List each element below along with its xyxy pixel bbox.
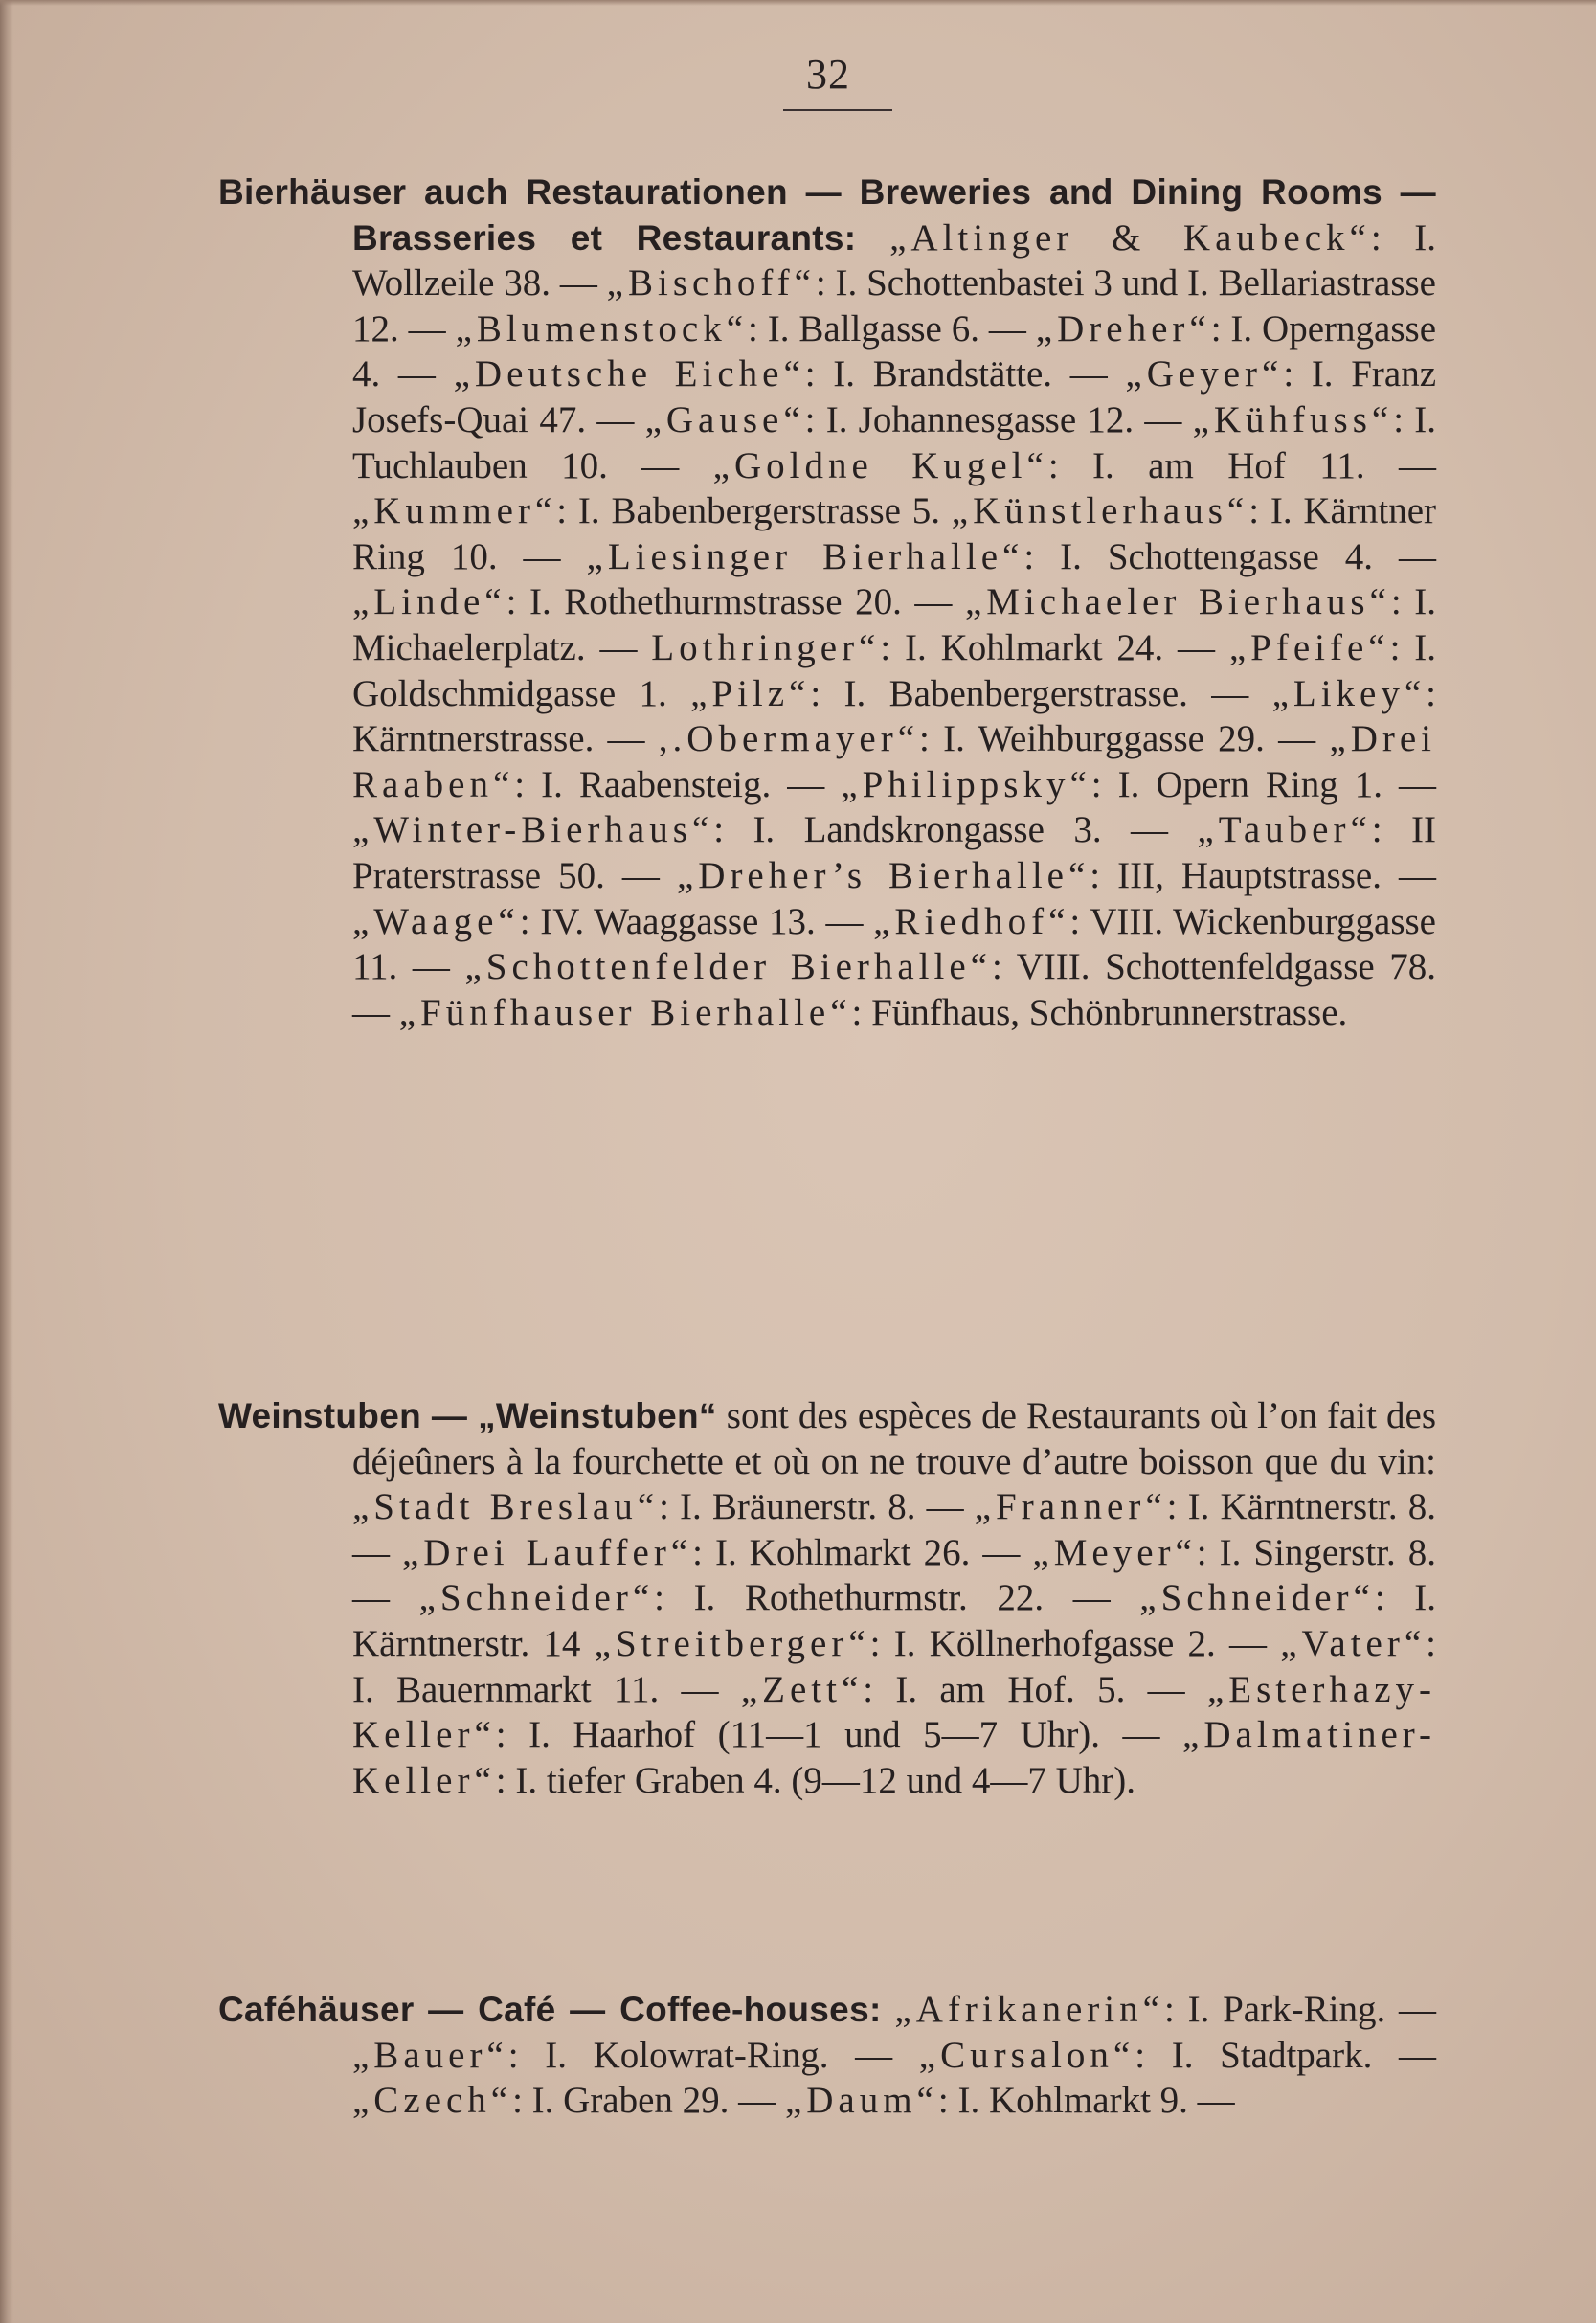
establishment-name: „Vater“ — [1280, 1622, 1427, 1664]
establishment-address: : I. Goldschmidgasse 1. — [352, 626, 1436, 714]
establishment-name: ,.Obermayer“ — [658, 718, 920, 760]
establishment-name: „Drei Lauffer“ — [402, 1531, 693, 1573]
establishment-address: : I. Graben 29. — — [512, 2080, 785, 2122]
establishment-address: : I. Weihburggasse 29. — — [919, 718, 1330, 760]
establishment-name: „Fünfhauser Bierhalle“ — [398, 991, 852, 1033]
establishment-name: „Linde“ — [352, 581, 506, 623]
establishment-address: : I. Johannesgasse 12. — — [804, 398, 1193, 440]
section-weinstuben — [218, 1393, 1436, 1803]
establishment-address: : I. Opern Ring 1. — — [1090, 763, 1436, 805]
establishment-address: : III, Hauptstrasse. — — [1090, 854, 1436, 896]
establishment-address: : I. Tuchlauben 10. — — [352, 398, 1436, 486]
page-top-edge — [0, 0, 1596, 6]
establishment-name: „Schneider“ — [1139, 1577, 1375, 1619]
establishment-address: : I. Bräunerstr. 8. — — [659, 1486, 975, 1528]
section-heading: Weinstuben — „Weinstuben“ — [218, 1396, 717, 1435]
establishment-address: : I. Schottenbastei 3 und I. Bellariastrasse 12. — — [352, 262, 1436, 350]
establishment-name: „Geyer“ — [1125, 353, 1284, 395]
establishment-address: : I. Babenbergerstrasse 5. — [556, 490, 952, 532]
section-heading: Bierhäuser auch Restaurationen — Breweries and Dining Rooms — Brasseries et Restaurants: — [218, 172, 1436, 258]
establishment-name: „Künstlerhaus“ — [951, 490, 1249, 532]
establishment-name: „Schottenfelder Bierhalle“ — [464, 946, 992, 988]
establishment-name: „Philippsky“ — [841, 763, 1091, 805]
establishment-address: : I. tiefer Graben 4. (9—12 und 4—7 Uhr). — [495, 1759, 1136, 1801]
establishment-address: : I. Operngasse 4. — — [352, 307, 1436, 395]
establishment-address: : I. Kohlmarkt 26. — — [692, 1531, 1033, 1573]
establishment-name: „Meyer“ — [1032, 1531, 1197, 1573]
establishment-name: „Kühfuss“ — [1192, 398, 1394, 440]
page-number: 32 — [806, 51, 850, 98]
establishment-name: „Altinger & Kaubeck“ — [889, 216, 1371, 259]
establishment-address: : I. Rothethurmstrasse 20. — — [506, 581, 965, 623]
establishment-address: : II Praterstrasse 50. — — [352, 809, 1436, 896]
establishment-name: „Bischoff“ — [606, 262, 816, 304]
establishment-address: : I. Brandstätte. — — [804, 353, 1126, 395]
establishment-address: : I. Kohlmarkt 9. — — [937, 2080, 1235, 2122]
establishment-name: „Zett“ — [740, 1668, 864, 1710]
establishment-name: „Waage“ — [352, 900, 520, 942]
establishment-name: „Bauer“ — [352, 2034, 508, 2076]
establishment-name: Lothringer“ — [651, 626, 881, 668]
establishment-name: „Daum“ — [784, 2080, 938, 2122]
section-intro: sont des espèces de Restaurants où l’on fait des déjeûners à la fourchette et où on ne trouve d’autre boisson que du vin: — [352, 1395, 1437, 1482]
establishment-address: : I. Bauernmarkt 11. — — [352, 1622, 1436, 1710]
establishment-address: : I. Franz Josefs-Quai 47. — — [352, 353, 1437, 440]
establishment-address: : I. am Hof. 5. — — [863, 1668, 1207, 1710]
section-bierhaeuser — [218, 169, 1436, 1035]
establishment-address: : I. Park-Ring. — — [1163, 1989, 1436, 2030]
establishment-address: : I. Landskrongasse 3. — — [713, 809, 1198, 851]
establishment-address: : I. Rothethurmstr. 22. — — [654, 1577, 1140, 1619]
establishment-name: „Dalmatiner-Keller“ — [352, 1714, 1436, 1801]
establishment-name: „Pilz“ — [690, 672, 811, 714]
establishment-address: : I. Kärntnerstr. 14 — [352, 1577, 1436, 1664]
establishment-name: „Esterhazy-Keller“ — [352, 1668, 1436, 1756]
establishment-address: : VIII. Schottenfeldgasse 78. — — [352, 946, 1436, 1033]
establishment-name: „Kummer“ — [352, 490, 557, 532]
establishment-address: : I. Schottengasse 4. — — [1023, 535, 1436, 577]
establishment-address: : I. Singerstr. 8. — — [352, 1531, 1437, 1619]
establishment-name: „Liesinger Bierhalle“ — [586, 535, 1024, 577]
establishment-address: : I. Kohlmarkt 24. — — [880, 626, 1229, 668]
establishment-name: „Afrikanerin“ — [894, 1989, 1164, 2030]
establishment-name: „Streitberger“ — [594, 1622, 870, 1664]
establishment-name: „Pfeife“ — [1228, 626, 1390, 668]
establishment-name: „Schneider“ — [418, 1577, 655, 1619]
establishment-address: : IV. Waaggasse 13. — — [519, 900, 874, 942]
establishment-name: „Blumenstock“ — [455, 307, 748, 350]
establishment-address: : VIII. Wickenburggasse 11. — — [352, 900, 1436, 988]
establishment-name: „Czech“ — [352, 2080, 513, 2122]
establishment-address: : I. Michaelerplatz. — — [352, 581, 1436, 668]
establishment-address: : I. am Hof 11. — — [1047, 444, 1436, 486]
establishment-name: „Riedhof“ — [873, 900, 1070, 942]
establishment-address: : I. Kolowrat-Ring. — — [507, 2034, 919, 2076]
establishment-name: „Drei Raaben“ — [352, 718, 1436, 805]
establishment-address: : I. Wollzeile 38. — — [352, 216, 1436, 304]
establishment-name: „Deutsche Eiche“ — [453, 353, 805, 395]
establishment-address: : Fünfhaus, Schönbrunnerstrasse. — [851, 991, 1348, 1033]
establishment-address: : I. Babenbergerstrasse. — — [810, 672, 1272, 714]
page-number-rule — [783, 109, 892, 111]
section-cafehaeuser — [218, 1987, 1436, 2124]
establishment-name: „Goldne Kugel“ — [712, 444, 1048, 486]
establishment-name: „Tauber“ — [1197, 809, 1372, 851]
section-heading: Caféhäuser — Café — Coffee-houses: — [218, 1990, 882, 2029]
establishment-address: : I. Kärntner Ring 10. — — [352, 490, 1436, 577]
establishment-name: „Cursalon“ — [918, 2034, 1135, 2076]
establishment-name: „Franner“ — [974, 1486, 1167, 1528]
establishment-name: „Likey“ — [1271, 672, 1427, 714]
establishment-address: : I. Kärntnerstr. 8. — — [352, 1486, 1437, 1573]
page-binding-edge — [0, 0, 13, 2323]
establishment-name: „Dreher“ — [1035, 307, 1211, 350]
establishment-name: „Michaeler Bierhaus“ — [964, 581, 1391, 623]
establishment-name: „Stadt Breslau“ — [352, 1486, 660, 1528]
establishment-address: : I. Haarhof (11—1 und 5—7 Uhr). — — [495, 1714, 1183, 1756]
establishment-address: : Kärntnerstrasse. — — [352, 672, 1436, 760]
establishment-name: „Dreher’s Bierhalle“ — [676, 854, 1090, 896]
establishment-name: „Winter-Bierhaus“ — [352, 809, 714, 851]
establishment-address: : I. Stadtpark. — — [1135, 2034, 1436, 2076]
establishment-name: „Gause“ — [644, 398, 805, 440]
establishment-address: : I. Köllnerhofgasse 2. — — [869, 1622, 1281, 1664]
establishment-address: : I. Raabensteig. — — [514, 763, 842, 805]
establishment-address: : I. Ballgasse 6. — — [748, 307, 1036, 350]
